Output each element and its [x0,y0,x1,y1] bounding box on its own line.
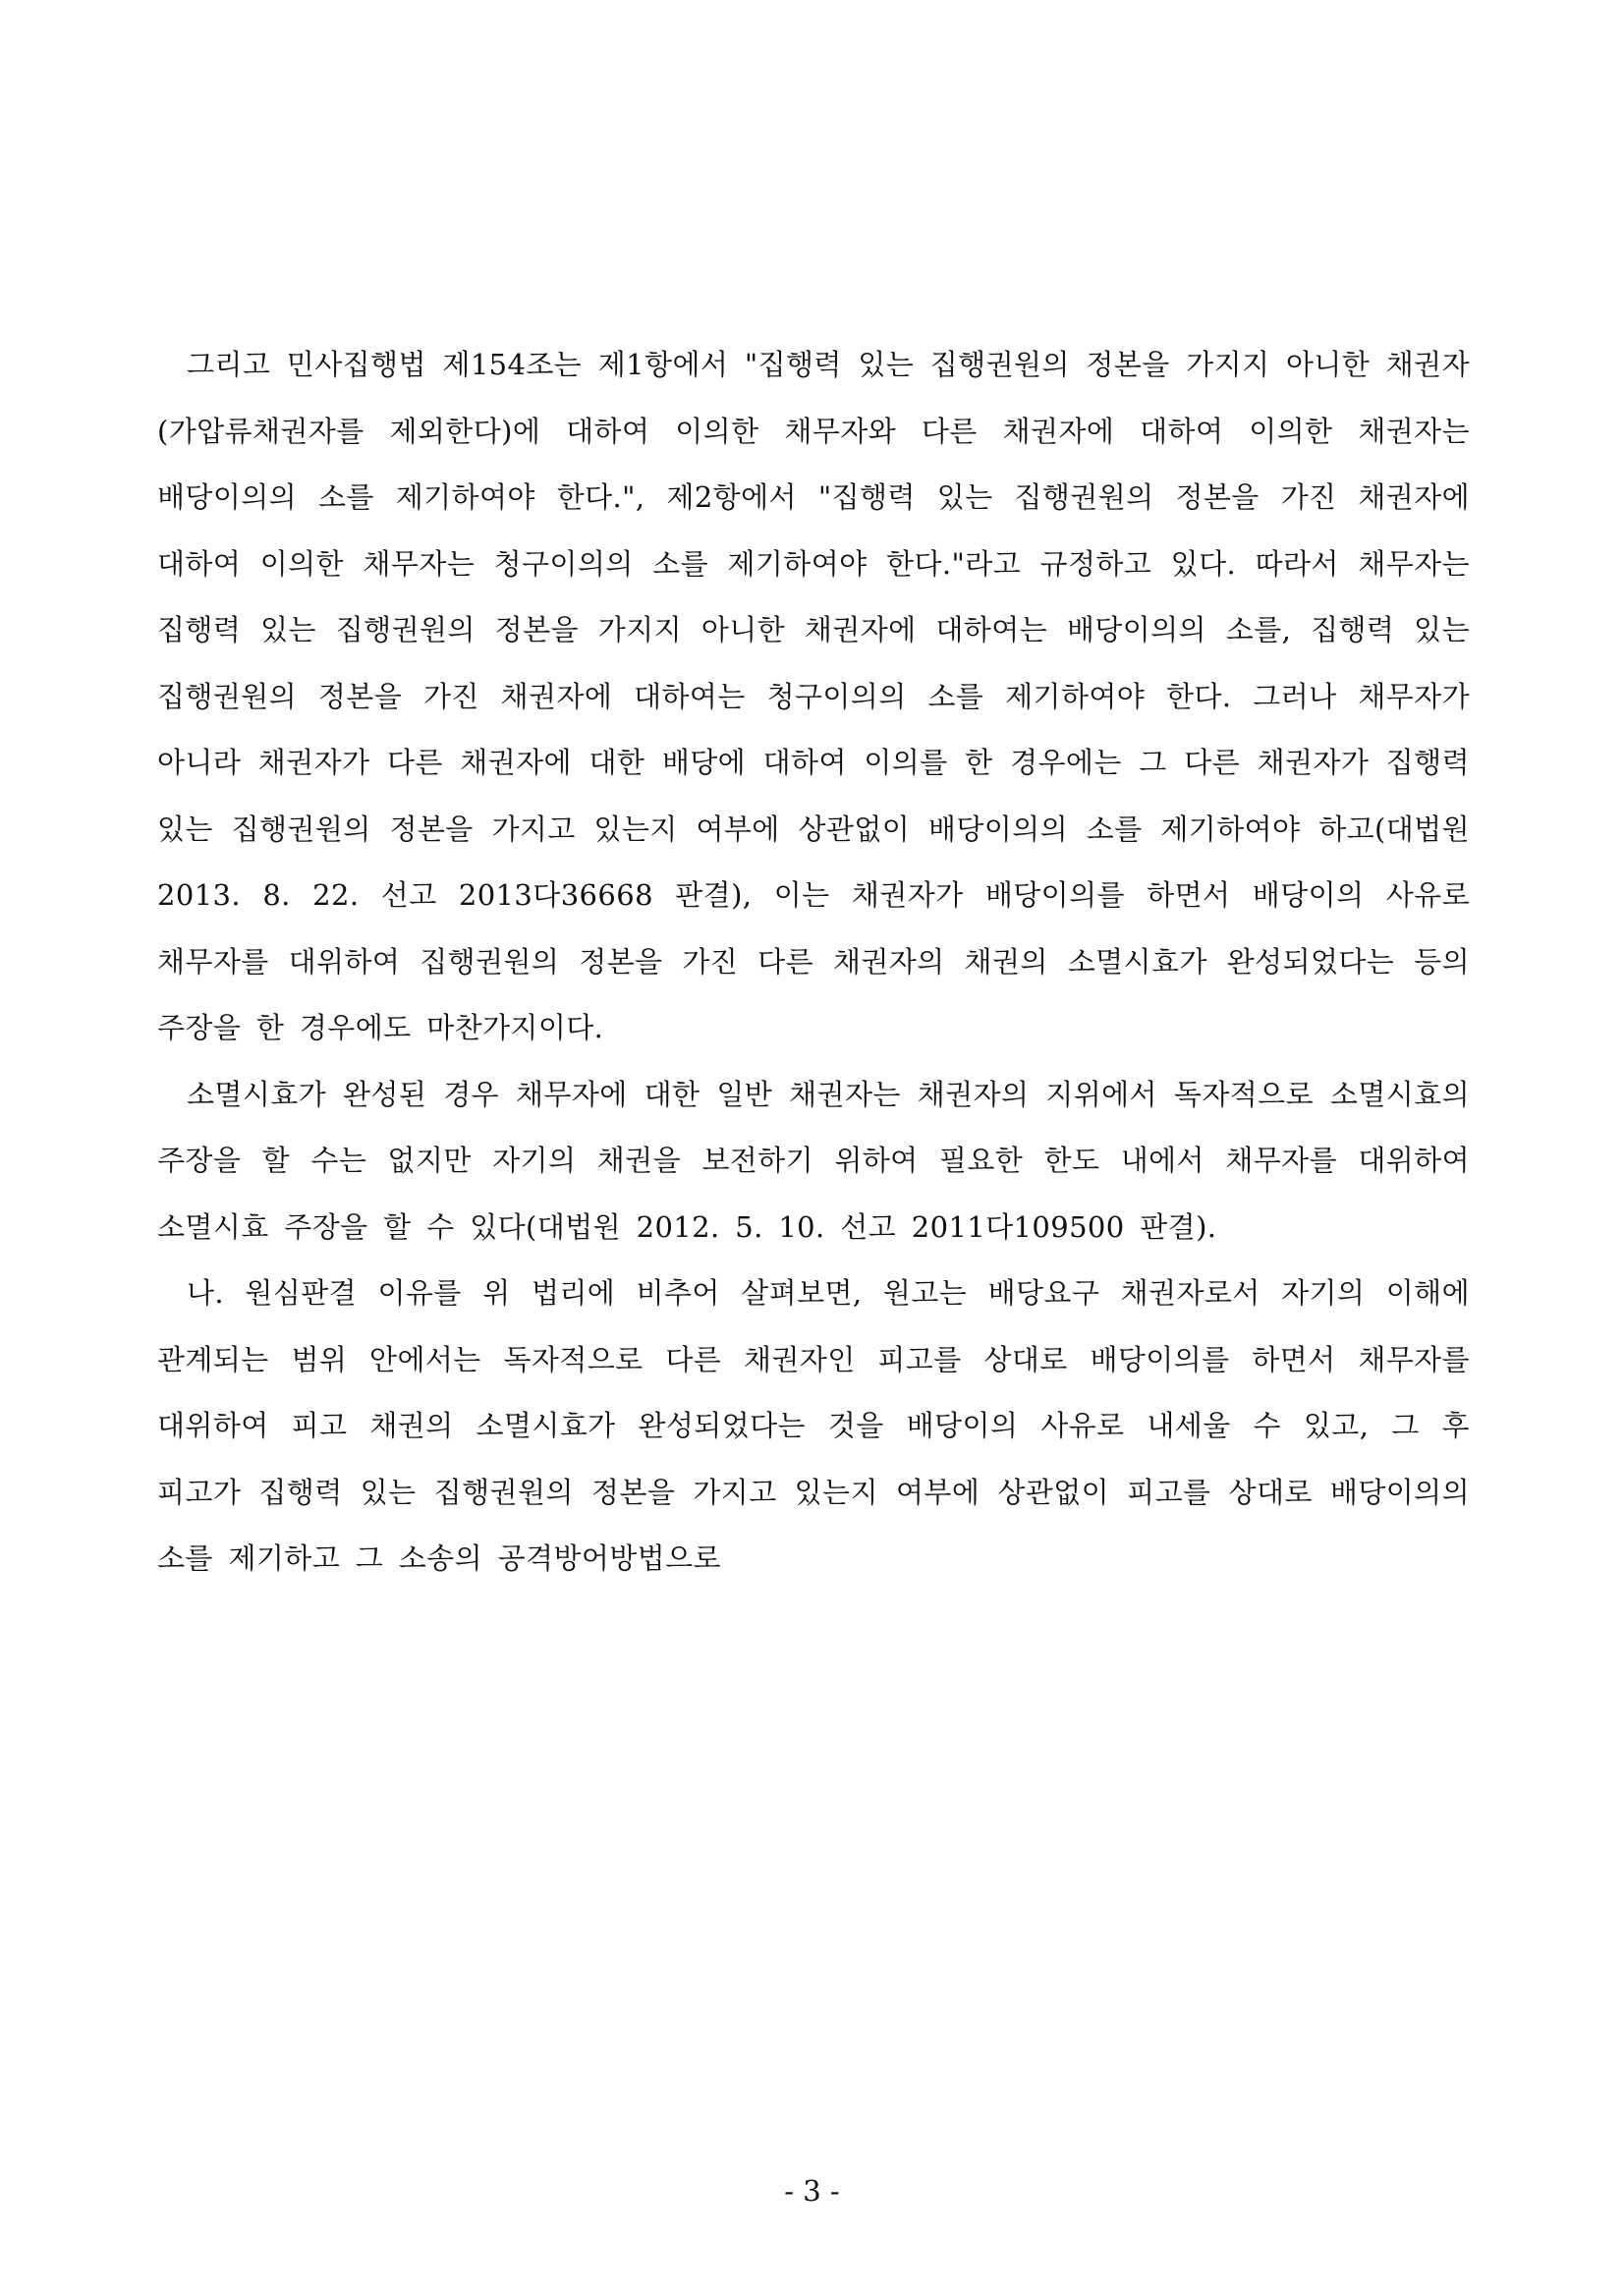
paragraph-extinctive-prescription: 소멸시효가 완성된 경우 채무자에 대한 일반 채권자는 채권자의 지위에서 독자적으로 소멸시효의 주장을 할 수는 없지만 자기의 채권을 보전하기 위하여 필요한 한도 내에서 채무자를 대위하여 소멸시효 주장을 할 수 있다(대법원 2012. 5. 10. 선고 2011다109500 판결). [157,1077,1470,1244]
paragraph-lower-court-review: 나. 원심판결 이유를 위 법리에 비추어 살펴보면, 원고는 배당요구 채권자로서 자기의 이해에 관계되는 범위 안에서는 독자적으로 다른 채권자인 피고를 상대로 배당이의를 하면서 채무자를 대위하여 피고 채권의 소멸시효가 완성되었다는 것을 배당이의 사유로 내세울 수 있고, 그 후 피고가 집행력 있는 집행권원의 정본을 가지고 있는지 여부에 상관없이 피고를 상대로 배당이의의 소를 제기하고 그 소송의 공격방어방법으로 [157,1276,1470,1575]
page-number: - 3 - [784,2174,840,2208]
body-text [157,332,1470,1593]
paragraph-legal-provision: 그리고 민사집행법 제154조는 제1항에서 "집행력 있는 집행권원의 정본을 가지지 아니한 채권자(가압류채권자를 제외한다)에 대하여 이의한 채무자와 다른 채권자에 대하여 이의한 채권자는 배당이의의 소를 제기하여야 한다.", 제2항에서 "집행력 있는 집행권원의 정본을 가진 채권자에 대하여 이의한 채무자는 청구이의의 소를 제기하여야 한다."라고 규정하고 있다. 따라서 채무자는 집행력 있는 집행권원의 정본을 가지지 아니한 채권자에 대하여는 배당이의의 소를, 집행력 있는 집행권원의 정본을 가진 채권자에 대하여는 청구이의의 소를 제기하여야 한다. 그러나 채무자가 아니라 채권자가 다른 채권자에 대한 배당에 대하여 이의를 한 경우에는 그 다른 채권자가 집행력 있는 집행권원의 정본을 가지고 있는지 여부에 상관없이 배당이의의 소를 제기하여야 하고(대법원 2013. 8. 22. 선고 2013다36668 판결), 이는 채권자가 배당이의를 하면서 배당이의 사유로 채무자를 대위하여 집행권원의 정본을 가진 다른 채권자의 채권의 소멸시효가 완성되었다는 등의 주장을 한 경우에도 마찬가지이다. [157,348,1470,1044]
